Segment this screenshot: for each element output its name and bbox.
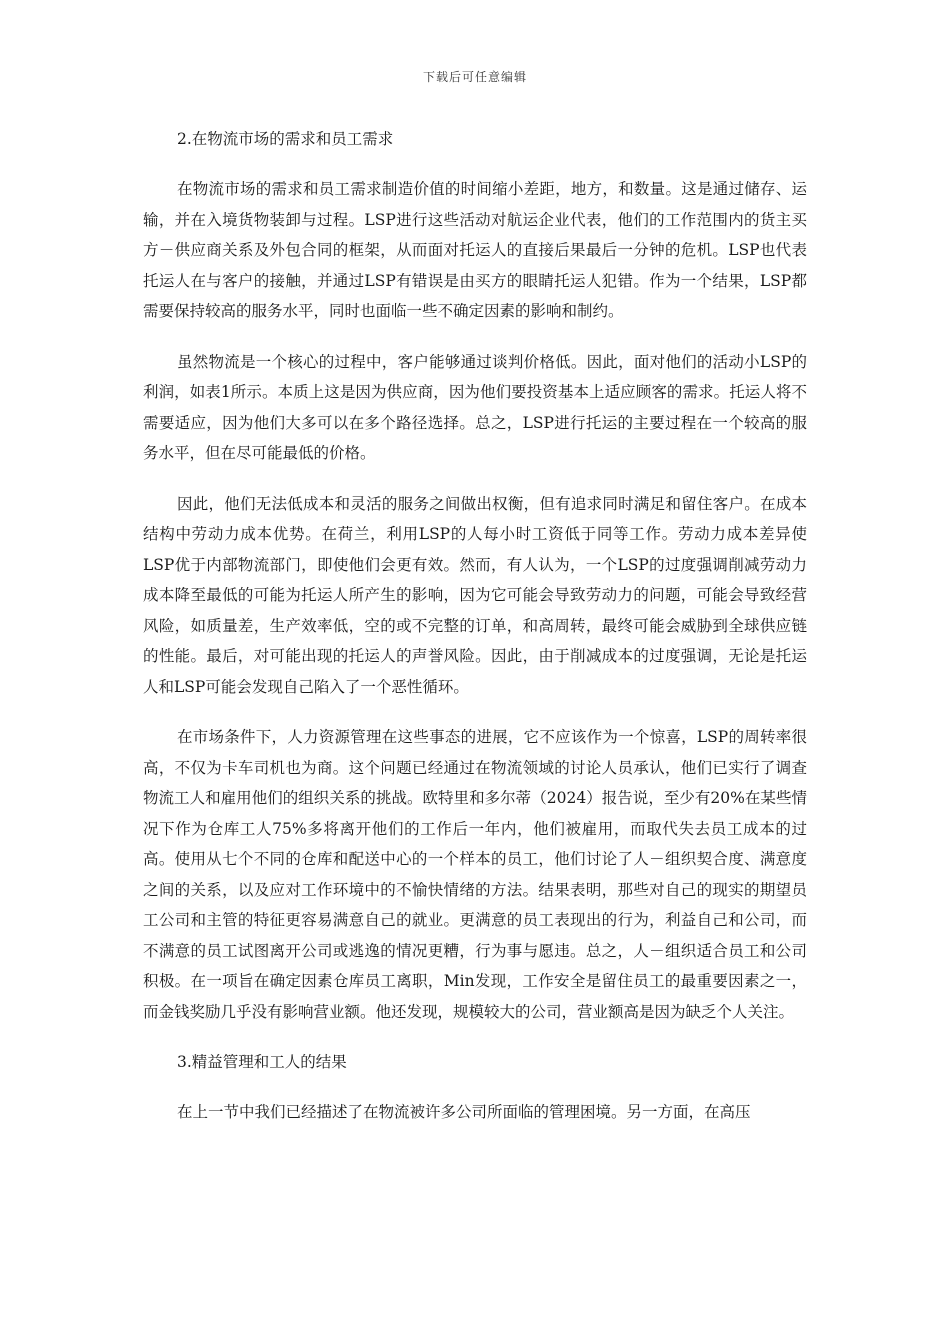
section-3-title: 3.精益管理和工人的结果	[177, 1053, 347, 1071]
paragraph: 因此，他们无法低成本和灵活的服务之间做出权衡，但有追求同时满足和留住客户。在成本结构中劳动力成本优势。在荷兰，利用LSP的人每小时工资低于同等工作。劳动力成本差异使LSP优于内部物流部门，即使他们会更有效。然而，有人认为，一个LSP的过度强调削减劳动力成本降至最低的可能为托运人所产生的影响，因为它可能会导致劳动力的问题，可能会导致经营风险，如质量差，生产效率低，空的或不完整的订单，和高周转，最终可能会威胁到全球供应链的性能。最后，对可能出现的托运人的声誉风险。因此，由于削减成本的过度强调，无论是托运人和LSP可能会发现自己陷入了一个恶性循环。	[143, 494, 807, 696]
paragraph: 在上一节中我们已经描述了在物流被许多公司所面临的管理困境。另一方面，在高压	[177, 1103, 751, 1121]
paragraph: 在物流市场的需求和员工需求制造价值的时间缩小差距，地方，和数量。这是通过储存、运输，并在入境货物装卸与过程。LSP进行这些活动对航运企业代表，他们的工作范围内的货主买方－供应商关系及外包合同的框架，从而面对托运人的直接后果最后一分钟的危机。LSP也代表托运人在与客户的接触，并通过LSP有错误是由买方的眼睛托运人犯错。作为一个结果，LSP都需要保持较高的服务水平，同时也面临一些不确定因素的影响和制约。	[143, 180, 807, 320]
section-2-title: 2.在物流市场的需求和员工需求	[177, 130, 394, 148]
paragraph: 虽然物流是一个核心的过程中，客户能够通过谈判价格低。因此，面对他们的活动小LSP的利润，如表1所示。本质上这是因为供应商，因为他们要投资基本上适应顾客的需求。托运人将不需要适应，因为他们大多可以在多个路径选择。总之，LSP进行托运的主要过程在一个较高的服务水平，但在尽可能最低的价格。	[143, 352, 807, 462]
paragraph: 在市场条件下，人力资源管理在这些事态的进展，它不应该作为一个惊喜，LSP的周转率很高，不仅为卡车司机也为商。这个问题已经通过在物流领域的讨论人员承认，他们已实行了调查物流工人和雇用他们的组织关系的挑战。欧特里和多尔蒂（2024）报告说，至少有20%在某些情况下作为仓库工人75%多将离开他们的工作后一年内，他们被雇用，而取代失去员工成本的过高。使用从七个不同的仓库和配送中心的一个样本的员工，他们讨论了人－组织契合度、满意度之间的关系，以及应对工作环境中的不愉快情绪的方法。结果表明，那些对自己的现实的期望员工公司和主管的特征更容易满意自己的就业。更满意的员工表现出的行为，利益自己和公司，而不满意的员工试图离开公司或逃逸的情况更糟，行为事与愿违。总之，人－组织适合员工和公司积极。在一项旨在确定因素仓库员工离职，Min发现，工作安全是留住员工的最重要因素之一，而金钱奖励几乎没有影响营业额。他还发现，规模较大的公司，营业额高是因为缺乏个人关注。	[143, 728, 807, 1021]
page-header-note: 下载后可任意编辑	[422, 70, 527, 84]
document-body	[143, 124, 807, 1148]
